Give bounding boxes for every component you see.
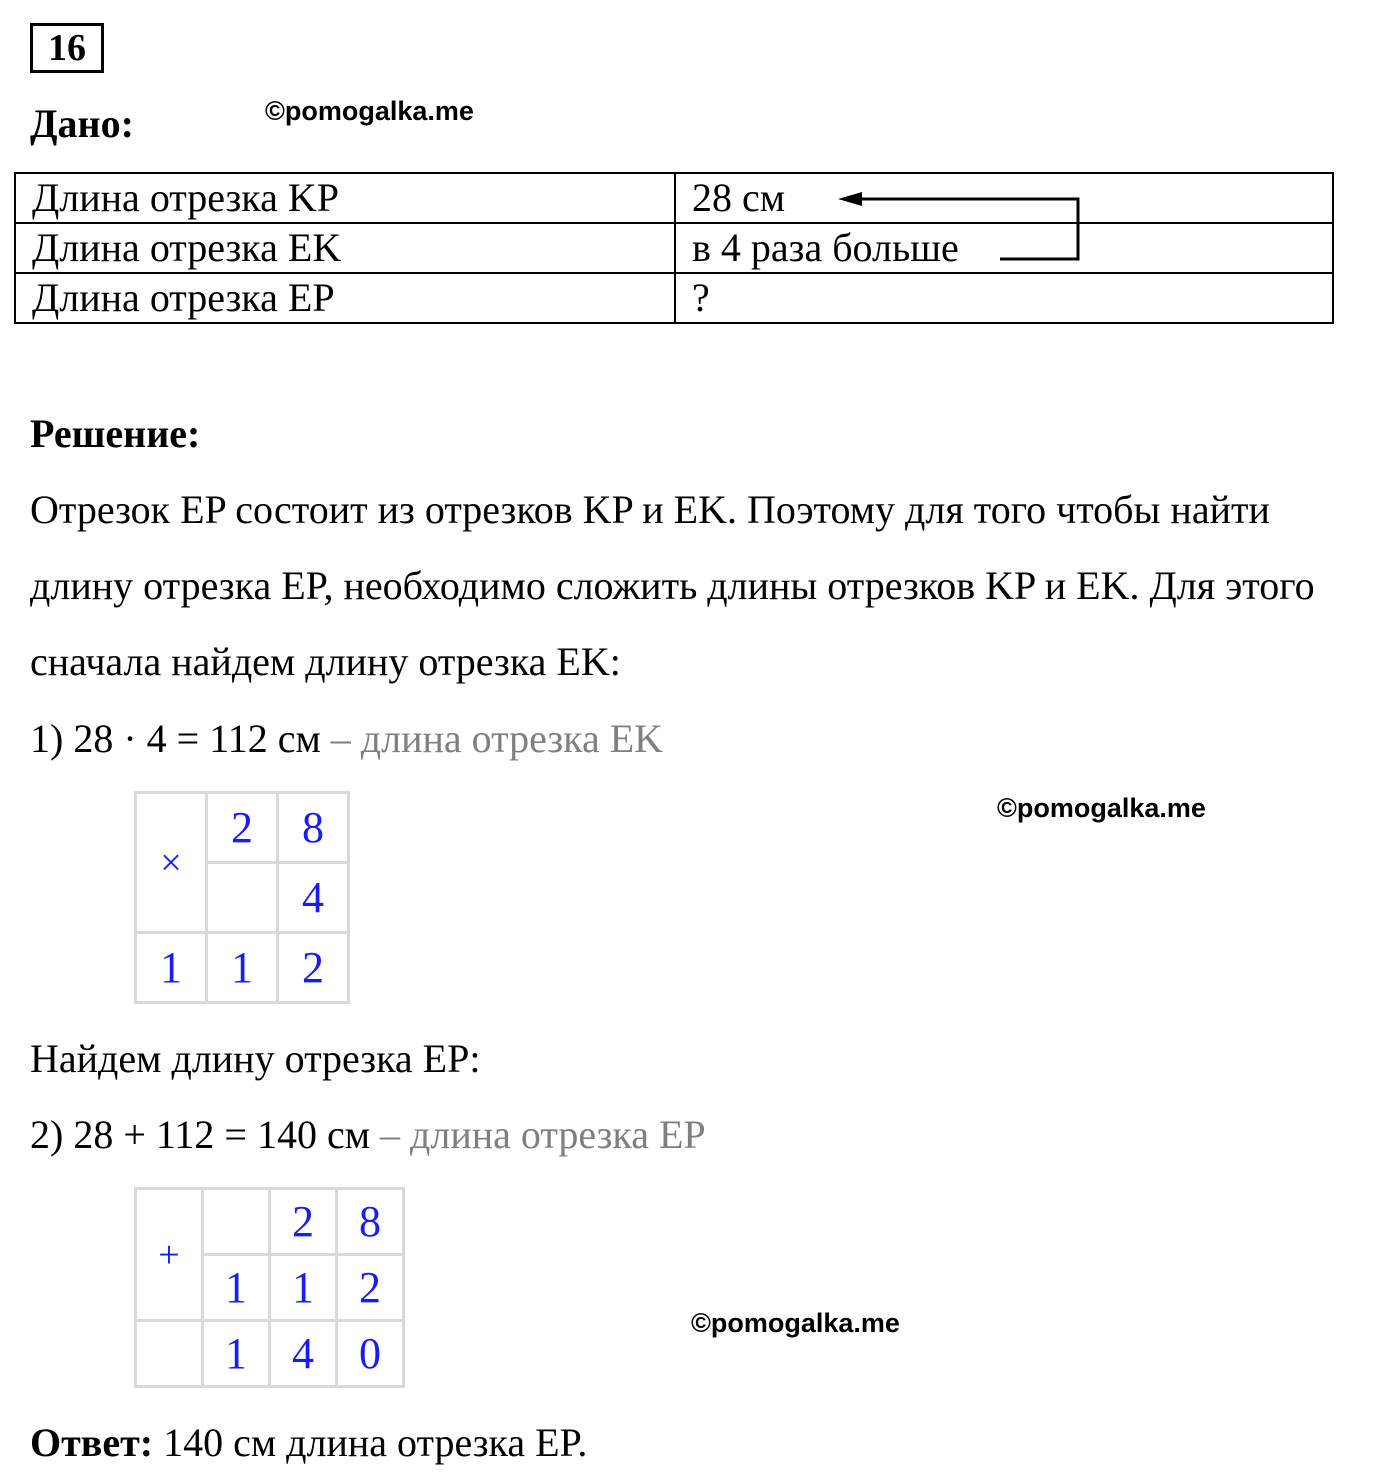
grid-cell [136, 1321, 203, 1387]
relation-arrow [830, 185, 1090, 270]
grid-cell: 1 [136, 933, 207, 1003]
table-row [15, 173, 1333, 223]
step-1-expression: 1) 28 · 4 = 112 см [30, 716, 321, 761]
table-row [15, 273, 1333, 323]
grid-cell: 2 [278, 933, 349, 1003]
given-value: 28 см [675, 173, 1333, 223]
grid-cell: 1 [203, 1321, 270, 1387]
watermark: ©pomogalka.me [265, 96, 474, 126]
grid-cell: 2 [337, 1255, 404, 1321]
step-1-note: – длина отрезка EK [330, 716, 664, 761]
given-value: ? [675, 273, 1333, 323]
step-1 [30, 714, 663, 764]
step-2-intro: Найдем длину отрезка EP: [30, 1036, 481, 1081]
grid-cell: 8 [337, 1189, 404, 1255]
step-2-note: – длина отрезка EP [380, 1112, 706, 1157]
given-label: Длина отрезка EP [15, 273, 675, 323]
solution-heading: Решение: [30, 411, 201, 456]
given-value: в 4 раза больше [675, 223, 1333, 273]
grid-cell [203, 1189, 270, 1255]
grid-cell: 4 [270, 1321, 337, 1387]
answer-text: 140 см длина отрезка EP. [153, 1420, 588, 1465]
step-2 [30, 1110, 706, 1160]
addition-grid [134, 1187, 405, 1388]
grid-cell: 8 [278, 793, 349, 863]
watermark: ©pomogalka.me [997, 793, 1206, 823]
grid-cell [207, 863, 278, 933]
multiply-sign: × [136, 793, 207, 933]
grid-cell: 1 [203, 1255, 270, 1321]
task-number: 16 [30, 23, 104, 73]
answer [30, 1418, 587, 1468]
watermark: ©pomogalka.me [691, 1308, 900, 1338]
solution-text: Отрезок EP состоит из отрезков KP и EK. Поэтому для того чтобы найти длину отрезка EP, необходимо сложить длины отрезков KP и EK. Для этого сначала найдем длину отрезка EK: [30, 487, 1315, 684]
table-row [15, 223, 1333, 273]
given-table [14, 172, 1334, 324]
multiplication-grid [134, 791, 350, 1004]
given-label: Длина отрезка EK [15, 223, 675, 273]
grid-cell: 1 [270, 1255, 337, 1321]
given-label: Длина отрезка KP [15, 173, 675, 223]
grid-cell: 1 [207, 933, 278, 1003]
step-2-expression: 2) 28 + 112 = 140 см [30, 1112, 371, 1157]
grid-cell: 4 [278, 863, 349, 933]
answer-label: Ответ: [30, 1420, 154, 1465]
grid-cell: 2 [207, 793, 278, 863]
given-heading: Дано: [30, 101, 134, 146]
grid-cell: 2 [270, 1189, 337, 1255]
grid-cell: 0 [337, 1321, 404, 1387]
plus-sign: + [136, 1189, 203, 1321]
